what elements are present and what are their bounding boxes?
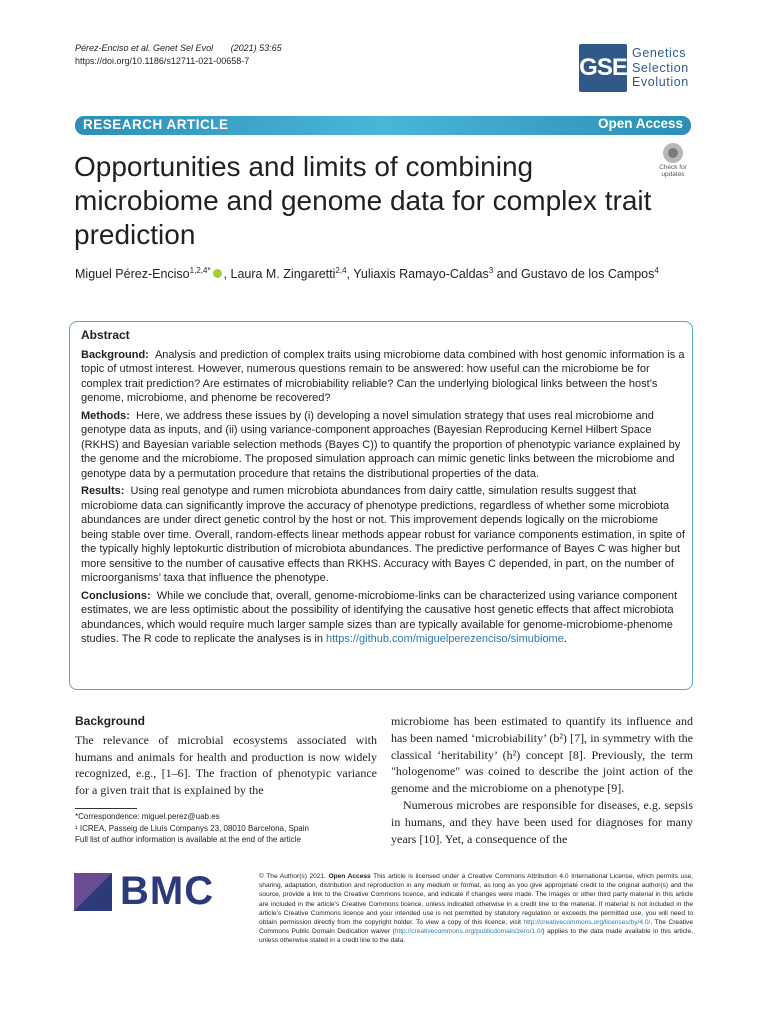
publisher-logo-text: BMC xyxy=(120,869,215,913)
license-text xyxy=(259,872,693,946)
body-paragraph: microbiome has been estimated to quantify its influence and has been named ‘microbiability’ (b²) [7], in symmetry with the classical ‘heritability’ (h²) concept [8]. Previously, the term "hologenome" was coined to describe the joint action of the genome and the microbiome on a phenotype [9]. xyxy=(391,714,693,796)
abstract-heading: Abstract xyxy=(81,328,130,342)
abstract-results-text: Using real genotype and rumen microbiota abundances from dairy cattle, simulation results suggest that microbiome data can significantly improve the accuracy of phenotype predictions, regardless of whether some microbiota abundances are under direct genetic control by the host or not. This improvement depends logically on the microbiome being stable over time. Overall, random-effects linear methods appear robust for variance components estimation, in spite of the typically highly leptokurtic distribution of microbiota abundances. The predictive performance of Bayes C was higher but more sensitive to the number of causative effects than RKHS. Accuracy with Bayes C depended, in part, on the number of microorganisms’ taxa that influence the phenotype. xyxy=(81,485,685,584)
license-mid: . The Creative Commons Public Domain Dedication waiver ( xyxy=(259,919,693,936)
author-affiliation: 3 xyxy=(488,266,494,275)
license-body: This article is licensed under a Creative Commons Attribution 4.0 International License, which permits use, sharing, adaptation, distribution and reproduction in any medium or format, as long as you give appropriate credit to the original author(s) and the source, provide a link to the Creative Commons licence, and indicate if changes were made. The images or other third party material in this article are included in the article’s Creative Commons licence, unless indicated otherwise in a credit line to the material. If material is not included in the article’s Creative Commons licence and your intended use is not permitted by statutory regulation or exceeds the permitted use, you will need to obtain permission directly from the copyright holder. To view a copy of this licence, visit xyxy=(259,873,693,927)
journal-logo-mark: GSE xyxy=(579,44,627,92)
author-name[interactable]: , Laura M. Zingaretti xyxy=(223,267,336,282)
license-link-cc0[interactable]: http://creativecommons.org/publicdomain/zero/1.0/ xyxy=(394,928,543,936)
github-link[interactable]: https://github.com/miguelperezenciso/simubiome xyxy=(326,633,564,645)
journal-name-line-1: Genetics xyxy=(632,46,687,60)
license-copyright: © The Author(s) 2021. xyxy=(259,873,329,880)
body-column-right xyxy=(391,713,693,847)
abstract-conclusions-label: Conclusions: xyxy=(81,589,151,602)
body-paragraph: Numerous microbes are responsible for diseases, e.g. sepsis in humans, and they have been used for diagnoses for many years [10]. Yet, a consequence of the xyxy=(391,797,693,846)
bmc-mark-icon xyxy=(74,873,112,911)
author-name[interactable]: , Yuliaxis Ramayo-Caldas xyxy=(346,267,489,282)
abstract-content xyxy=(81,328,685,650)
author-affiliation: 4 xyxy=(654,266,659,275)
crossmark-icon[interactable] xyxy=(654,143,692,179)
orcid-icon[interactable] xyxy=(213,269,222,278)
section-heading: Background xyxy=(75,714,146,728)
abstract-methods-text: Here, we address these issues by (i) developing a novel simulation strategy that uses real microbiome and genotype data as inputs, and (ii) using variance-component approaches (Bayesian Reproducing Kernel Hilbert Space (RKHS) and Bayesian variable selection methods (Bayes C)) to quantify the proportion of phenotypic variance explained by the genome and the microbiome. The proposed simulation approach can mimic genetic links between the microbiome and genotype data by a permutation procedure that retains the distributional properties of the data. xyxy=(81,409,681,480)
abstract-background xyxy=(81,348,685,406)
footnotes xyxy=(75,811,377,846)
crossmark-inner xyxy=(668,148,678,158)
open-access-label: Open Access xyxy=(597,116,683,131)
journal-name-line-2: Selection xyxy=(632,60,689,75)
abstract-conclusions xyxy=(81,589,685,647)
footnote-rule xyxy=(75,808,137,809)
affiliation-note: ¹ ICREA, Passeig de Lluís Companys 23, 08010 Barcelona, Spain xyxy=(75,823,309,833)
body-column-left xyxy=(75,713,377,799)
abstract-conclusions-text: While we conclude that, overall, genome-microbiome-links can be characterized using variance component estimates, we are less optimistic about the possibility of identifying the causative host genetic effects that affect microbiota abundances, which would require much larger sample sizes than are typically available for genome-microbiome-phenome studies. The R code to replicate the analyses is in xyxy=(81,589,678,645)
journal-logo xyxy=(579,44,691,92)
author-affiliation: 1,2,4* xyxy=(189,266,211,275)
article-title: Opportunities and limits of combining microbiome and genome data for complex trait prediction xyxy=(74,151,652,250)
citation-authors: Pérez-Enciso et al. Genet Sel Evol xyxy=(75,43,214,53)
abstract-background-text: Analysis and prediction of complex traits using microbiome data combined with host genomic information is a topic of utmost interest. However, numerous questions remain to be answered: how useful can the microbiome be for complex trait prediction? Are estimates of microbiability reliable? Can the underlying biological links between the host’s genome, microbiome, and phenome be recovered? xyxy=(81,348,685,404)
author-name[interactable]: Miguel Pérez-Enciso xyxy=(75,267,190,282)
abstract-results xyxy=(81,484,685,586)
article-type-banner xyxy=(75,116,691,135)
abstract-results-label: Results: xyxy=(81,485,125,497)
crossmark-text: Check for updates xyxy=(659,164,687,178)
license-link-cc-by[interactable]: http://creativecommons.org/licenses/by/4.0/ xyxy=(523,919,651,927)
citation-header xyxy=(75,42,282,68)
license-end: ) applies to the data made available in this article, unless otherwise stated in a credit line to the data. xyxy=(259,928,693,945)
author-affiliation: 2,4 xyxy=(335,266,347,275)
doi-link[interactable]: https://doi.org/10.1186/s12711-021-00658-7 xyxy=(75,56,250,66)
body-paragraph: The relevance of microbial ecosystems associated with humans and animals for health and production is now widely recognized, e.g., [1–6]. The fraction of phenotypic variance for a given trait that is explained by the xyxy=(75,732,377,798)
journal-name-line-3: Evolution xyxy=(632,75,689,89)
citation-year-volume: (2021) 53:65 xyxy=(230,43,282,53)
article-type-label: RESEARCH ARTICLE xyxy=(83,117,229,132)
journal-name xyxy=(632,46,689,90)
author-list xyxy=(75,266,659,281)
publisher-logo xyxy=(74,869,215,913)
abstract-background-label: Background: xyxy=(81,348,149,361)
abstract-methods xyxy=(81,409,685,482)
abstract-methods-label: Methods: xyxy=(81,409,130,422)
citation-line xyxy=(75,42,282,55)
correspondence-note: *Correspondence: miguel.perez@uab.es xyxy=(75,812,220,821)
author-name[interactable]: and Gustavo de los Campos xyxy=(493,267,655,282)
license-open-access: Open Access xyxy=(328,873,371,880)
author-info-note: Full list of author information is available at the end of the article xyxy=(75,835,301,844)
abstract-conclusions-end: . xyxy=(563,633,567,645)
